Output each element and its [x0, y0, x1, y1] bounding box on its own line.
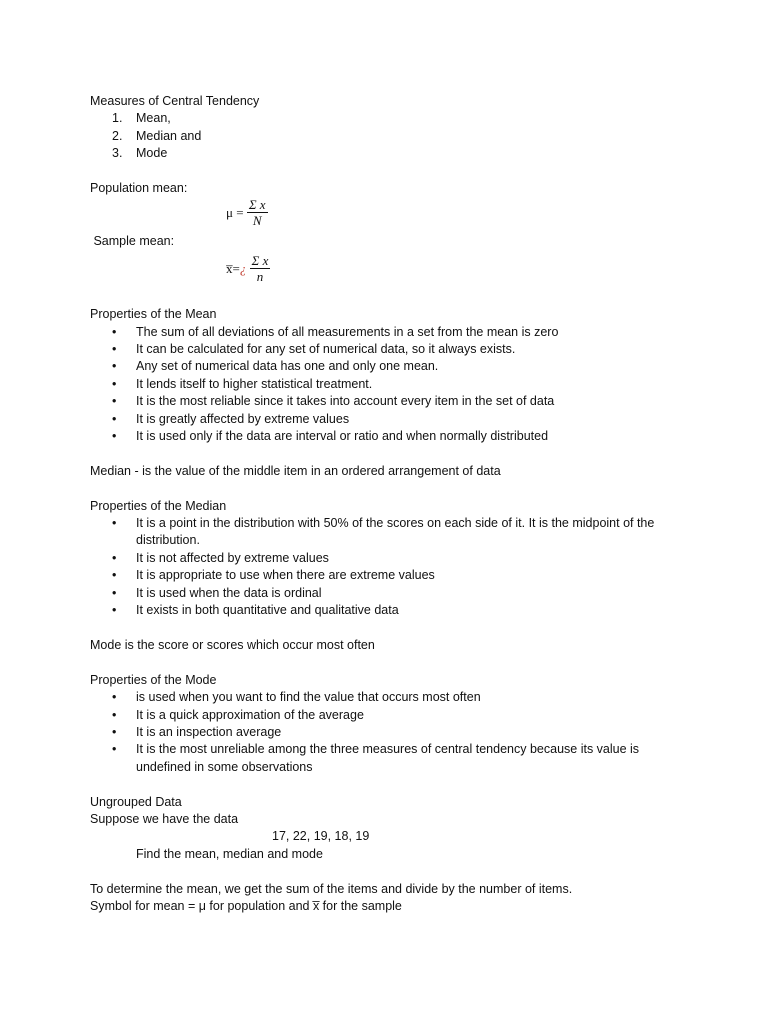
list-item: • Any set of numerical data has one and only one mean. — [90, 358, 690, 375]
measures-list — [90, 110, 690, 162]
sample-mean-formula — [90, 253, 690, 289]
list-item: • is used when you want to find the value that occurs most often — [90, 689, 690, 706]
mode-properties-list — [90, 689, 690, 776]
mean-symbol-line: Symbol for mean = μ for population and x̅ for the sample — [90, 898, 402, 913]
list-item: • It exists in both quantitative and qualitative data — [90, 602, 690, 619]
formula-numerator: Σ x — [248, 197, 266, 213]
list-item — [90, 110, 690, 127]
mode-definition: Mode is the score or scores which occur most often — [90, 637, 375, 652]
list-item: • It is the most unreliable among the three measures of central tendency because its value is undefined in some observations — [90, 741, 690, 776]
median-properties-heading: Properties of the Median — [90, 498, 227, 513]
list-item: • It is appropriate to use when there are extreme values — [90, 567, 690, 584]
list-item: • It is the most reliable since it takes into account every item in the set of data — [90, 393, 690, 410]
list-number: 1. — [112, 111, 123, 126]
list-number: 2. — [112, 128, 123, 143]
list-item: • It can be calculated for any set of numerical data, so it always exists. — [90, 341, 690, 358]
list-item: • It is used only if the data are interval or ratio and when normally distributed — [90, 428, 690, 445]
mean-properties-heading: Properties of the Mean — [90, 307, 217, 322]
list-item: • The sum of all deviations of all measurements in a set from the mean is zero — [90, 324, 690, 341]
ungrouped-data-values: 17, 22, 19, 18, 19 — [272, 829, 370, 844]
list-item-label: Mode — [136, 146, 168, 161]
median-properties-list — [90, 515, 690, 619]
formula-denominator: n — [256, 268, 264, 284]
list-item: • It is greatly affected by extreme values — [90, 411, 690, 428]
ungrouped-task: Find the mean, median and mode — [136, 846, 323, 861]
ungrouped-intro: Suppose we have the data — [90, 811, 239, 826]
sample-mean-label: Sample mean: — [90, 234, 175, 249]
median-definition: Median - is the value of the middle item in an ordered arrangement of data — [90, 463, 501, 478]
list-item-label: Mean, — [136, 111, 171, 126]
list-item: • It is a quick approximation of the average — [90, 707, 690, 724]
mean-properties-list — [90, 324, 690, 446]
formula-fraction — [247, 197, 268, 228]
list-number: 3. — [112, 146, 123, 161]
formula-artifact: ¿ — [239, 260, 247, 276]
mode-properties-heading: Properties of the Mode — [90, 672, 217, 687]
population-mean-label: Population mean: — [90, 181, 188, 196]
list-item: • It is an inspection average — [90, 724, 690, 741]
list-item — [90, 128, 690, 145]
list-item: • It is a point in the distribution with 50% of the scores on each side of it. It is the midpoint of the distribution. — [90, 515, 690, 550]
list-item: • It lends itself to higher statistical treatment. — [90, 376, 690, 393]
page-title: Measures of Central Tendency — [90, 94, 260, 108]
formula-denominator: N — [252, 213, 262, 229]
ungrouped-heading: Ungrouped Data — [90, 794, 182, 809]
list-item-label: Median and — [136, 128, 202, 143]
list-item: • It is not affected by extreme values — [90, 550, 690, 567]
list-item — [90, 145, 690, 162]
formula-numerator: Σ x — [251, 252, 269, 268]
mean-explanation: To determine the mean, we get the sum of the items and divide by the number of items. — [90, 881, 573, 896]
formula-lhs: x̅= — [226, 260, 240, 276]
population-mean-formula — [90, 197, 690, 233]
formula-fraction — [250, 253, 271, 284]
document-content — [90, 93, 690, 915]
list-item: • It is used when the data is ordinal — [90, 585, 690, 602]
formula-lhs: μ = — [226, 205, 244, 221]
